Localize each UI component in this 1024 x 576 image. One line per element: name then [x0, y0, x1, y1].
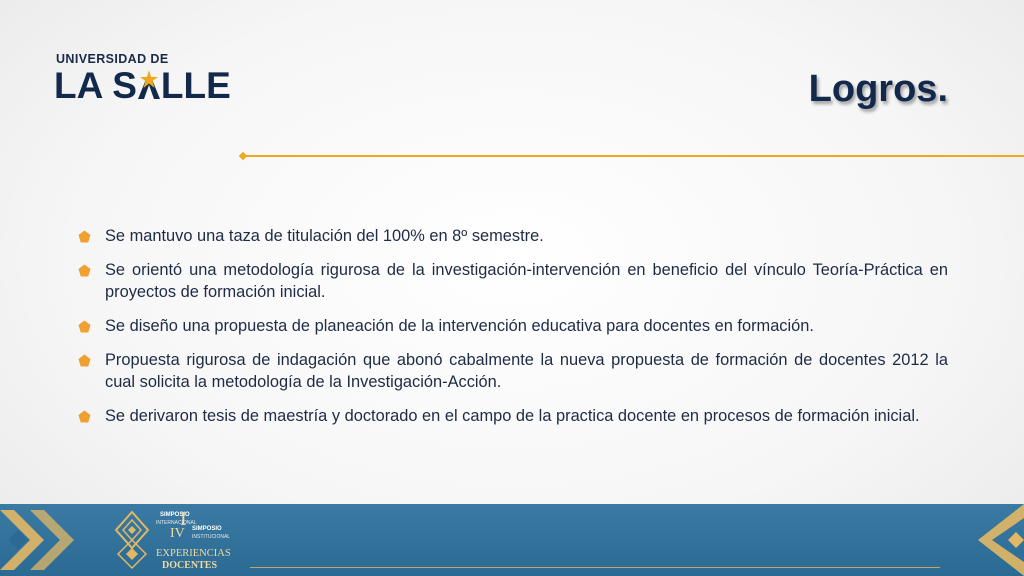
- roman-numeral-1: I: [180, 508, 187, 530]
- simposio-wordmark: [156, 510, 246, 572]
- logo-main-part2: LLE: [160, 65, 231, 106]
- list-item-text: Propuesta rigurosa de indagación que abonó cabalmente la nueva propuesta de formación de docentes 2012 la cual solicita la metodología de la Investigación-Acción.: [105, 351, 948, 391]
- page-title: Logros.: [808, 68, 948, 110]
- logo-main-text: [54, 66, 231, 106]
- universidad-la-salle-logo: [56, 52, 256, 112]
- pentagon-bullet-icon: [78, 264, 91, 277]
- footer-gold-line: [250, 567, 940, 568]
- list-item-text: Se derivaron tesis de maestría y doctorado en el campo de la practica docente en procesos de formación inicial.: [105, 407, 920, 425]
- institucional-label: INSTITUCIONAL: [192, 534, 231, 540]
- chevron-ornament-right-icon: [954, 504, 1024, 576]
- experiencias-label: EXPERIENCIAS: [156, 548, 231, 559]
- pentagon-bullet-icon: [78, 410, 91, 423]
- logo-main-part1: LA S: [54, 65, 137, 106]
- simposio-label-2: SIMPOSIO: [192, 526, 222, 532]
- roman-numeral-2: IV: [170, 526, 185, 541]
- list-item: [78, 349, 948, 393]
- list-item: [78, 405, 948, 427]
- footer-band: [0, 504, 1024, 576]
- divider-line: [246, 155, 1024, 157]
- simposio-emblem-icon: [112, 510, 152, 570]
- chevron-ornament-left-icon: [0, 504, 90, 576]
- logo-top-text: UNIVERSIDAD DE: [56, 52, 169, 66]
- list-item-text: Se orientó una metodología rigurosa de la investigación-intervención en beneficio del vínculo Teoría-Práctica en proyectos de formación inicial.: [105, 261, 948, 301]
- pentagon-bullet-icon: [78, 354, 91, 367]
- title-divider: [240, 153, 1024, 159]
- list-item: [78, 225, 948, 247]
- list-item-text: Se diseño una propuesta de planeación de la intervención educativa para docentes en formación.: [105, 317, 814, 335]
- pentagon-bullet-icon: [78, 320, 91, 333]
- internacional-label: INTERNACIONAL: [156, 520, 197, 526]
- list-item-text: Se mantuvo una taza de titulación del 100% en 8º semestre.: [105, 227, 544, 245]
- list-item: [78, 315, 948, 337]
- simposio-label-1: SIMPOSIO: [160, 512, 190, 518]
- pentagon-bullet-icon: [78, 230, 91, 243]
- achievements-list: [78, 225, 948, 439]
- logo-star-a-icon: [137, 68, 161, 98]
- list-item: [78, 259, 948, 303]
- docentes-label: DOCENTES: [162, 560, 218, 571]
